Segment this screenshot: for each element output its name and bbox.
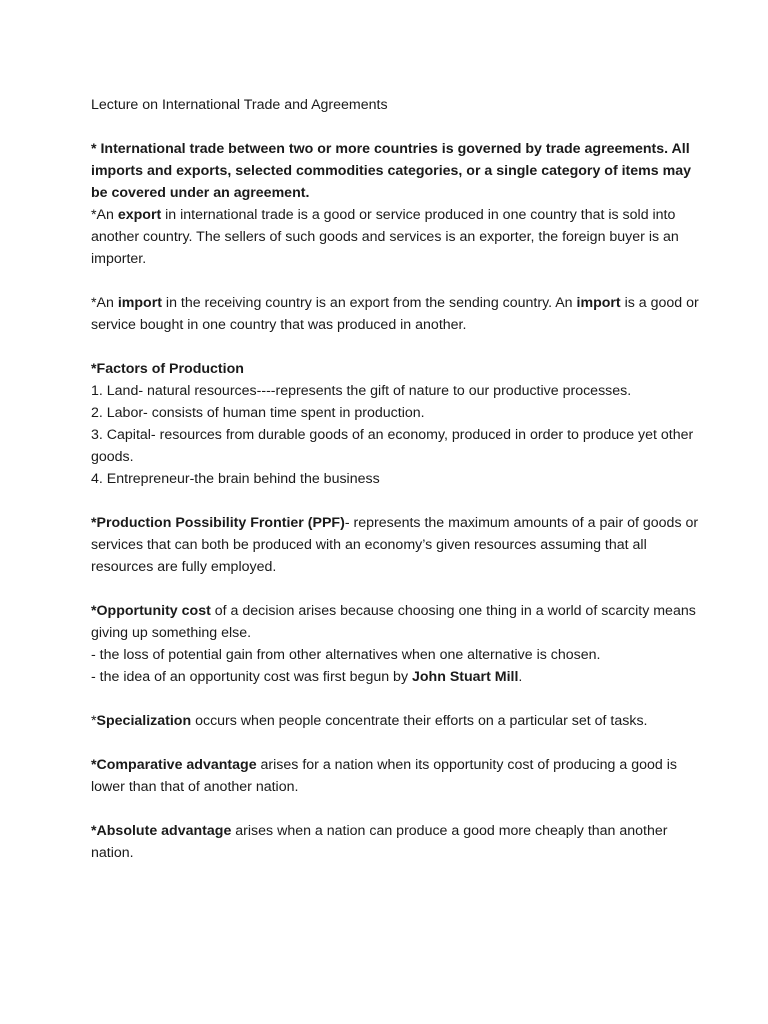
absolute-paragraph bbox=[91, 820, 708, 864]
opportunity-line-2: - the loss of potential gain from other alternatives when one alternative is chosen. bbox=[91, 647, 601, 663]
ppf-paragraph bbox=[91, 512, 708, 578]
import-paragraph bbox=[91, 292, 708, 336]
page-title: Lecture on International Trade and Agreements bbox=[91, 97, 388, 113]
factor-item-capital: 3. Capital- resources from durable goods of an economy, produced in order to produce yet other goods. bbox=[91, 427, 694, 465]
factor-item-labor: 2. Labor- consists of human time spent in production. bbox=[91, 405, 425, 421]
export-paragraph bbox=[91, 204, 708, 270]
comparative-text: arises for a nation when its opportunity cost of producing a good is lower than that of another nation. bbox=[91, 757, 677, 795]
import-text-end: is a good or service bought in one country that was produced in another. bbox=[91, 295, 699, 333]
comparative-term: *Comparative advantage bbox=[91, 757, 257, 773]
factor-item-land: 1. Land- natural resources----represents the gift of nature to our productive processes. bbox=[91, 383, 632, 399]
specialization-text: occurs when people concentrate their efforts on a particular set of tasks. bbox=[191, 713, 648, 729]
specialization-paragraph: *Specialization occurs when people concentrate their efforts on a particular set of tasks. bbox=[91, 713, 648, 729]
ppf-term: *Production Possibility Frontier (PPF) bbox=[91, 515, 345, 531]
comparative-paragraph bbox=[91, 754, 708, 798]
opportunity-text: of a decision arises because choosing one thing in a world of scarcity means giving up something else. bbox=[91, 603, 696, 641]
intro-paragraph bbox=[91, 138, 708, 204]
factor-item-entrepreneur: 4. Entrepreneur-the brain behind the business bbox=[91, 471, 380, 487]
absolute-text: arises when a nation can produce a good more cheaply than another nation. bbox=[91, 823, 668, 861]
factors-heading: *Factors of Production bbox=[91, 361, 244, 377]
export-term: export bbox=[117, 207, 162, 223]
import-text-mid: in the receiving country is an export from the sending country. An bbox=[161, 295, 577, 311]
export-prefix: *An bbox=[91, 207, 118, 223]
import-term-second: import bbox=[576, 295, 621, 311]
export-text: in international trade is a good or service produced in one country that is sold into another country. The sellers of such goods and services is an exporter, the foreign buyer is an importer. bbox=[91, 207, 679, 267]
specialization-term: Specialization bbox=[96, 713, 192, 729]
import-term: import bbox=[117, 295, 162, 311]
john-stuart-mill: John Stuart Mill bbox=[411, 669, 519, 685]
absolute-term: *Absolute advantage bbox=[91, 823, 232, 839]
intro-text: * International trade between two or more countries is governed by trade agreements. All imports and exports, selected commodities categories, or a single category of items may be covered under an agreement. bbox=[91, 141, 692, 201]
opportunity-term: *Opportunity cost bbox=[91, 603, 211, 619]
ppf-text: - represents the maximum amounts of a pair of goods or services that can both be produced with an economy’s given resources assuming that all resources are fully employed. bbox=[91, 515, 699, 575]
opportunity-line-3: - the idea of an opportunity cost was first begun by John Stuart Mill. bbox=[91, 669, 523, 685]
opportunity-paragraph bbox=[91, 600, 708, 644]
import-prefix: *An bbox=[91, 295, 118, 311]
